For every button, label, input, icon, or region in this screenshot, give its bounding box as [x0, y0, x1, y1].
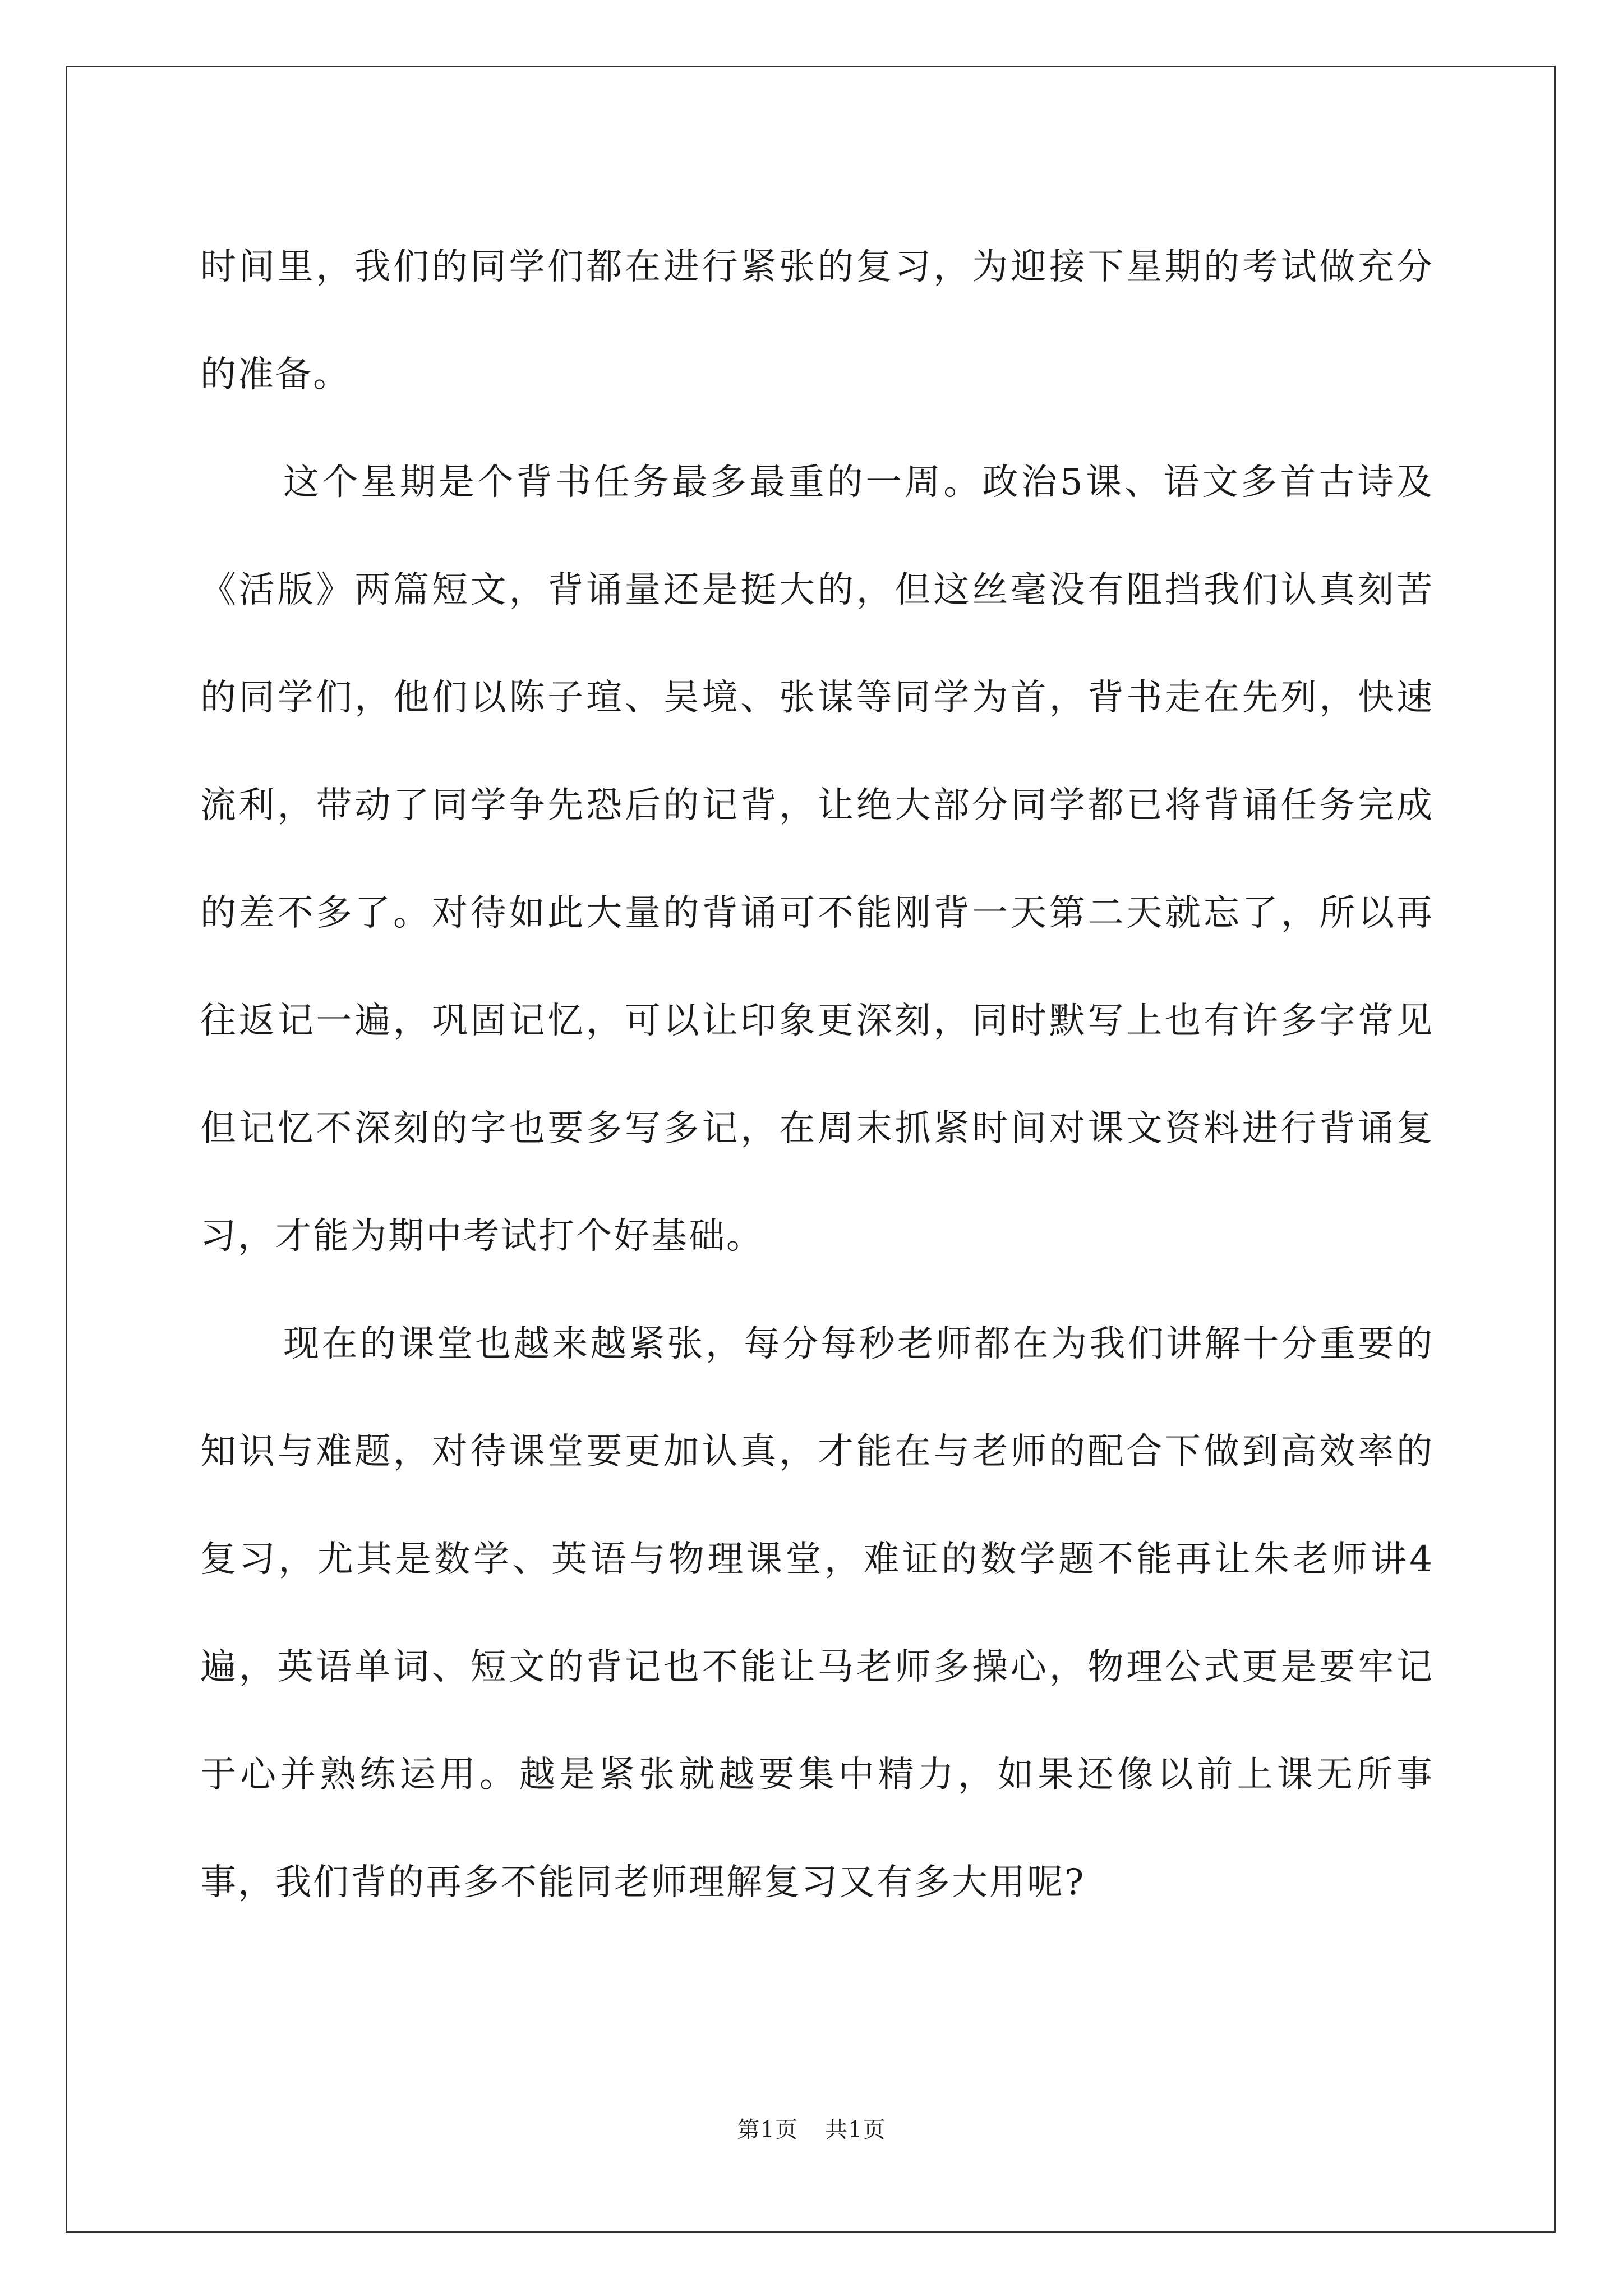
- paragraph-2: 这个星期是个背书任务最多最重的一周。政治5课、语文多首古诗及《活版》两篇短文，背诵量还是挺大的，但这丝毫没有阻挡我们认真刻苦的同学们，他们以陈子瑄、吴境、张谋等同学为首，背书走在先列，快速流利，带动了同学争先恐后的记背，让绝大部分同学都已将背诵任务完成的差不多了。对待如此大量的背诵可不能刚背一天第二天就忘了，所以再往返记一遍，巩固记忆，可以让印象更深刻，同时默写上也有许多字常见但记忆不深刻的字也要多写多记，在周末抓紧时间对课文资料进行背诵复习，才能为期中考试打个好基础。: [200, 462, 1434, 1257]
- page-total: 共1页: [825, 2117, 886, 2143]
- page-footer: [0, 2112, 1623, 2144]
- paragraph-3: 现在的课堂也越来越紧张，每分每秒老师都在为我们讲解十分重要的知识与难题，对待课堂要更加认真，才能在与老师的配合下做到高效率的复习，尤其是数学、英语与物理课堂，难证的数学题不能再让朱老师讲4遍，英语单词、短文的背记也不能让马老师多操心，物理公式更是要牢记于心并熟练运用。越是紧张就越要集中精力，如果还像以前上课无所事事，我们背的再多不能同老师理解复习又有多大用呢?: [200, 1323, 1434, 1903]
- paragraph-1: 时间里，我们的同学们都在进行紧张的复习，为迎接下星期的考试做充分的准备。: [200, 246, 1434, 395]
- page-number: 第1页: [737, 2117, 798, 2143]
- document-body: [200, 213, 1434, 1936]
